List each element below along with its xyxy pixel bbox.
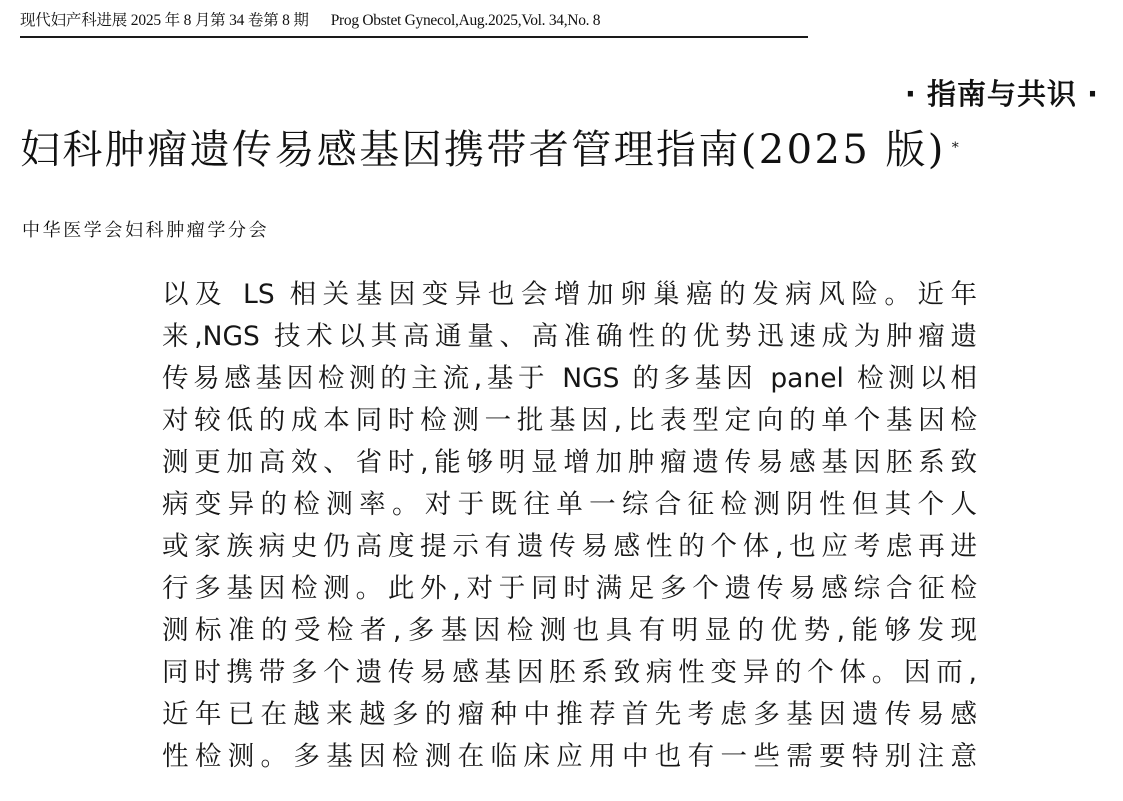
section-tag — [895, 74, 1109, 114]
bullet-dot-icon: · — [904, 77, 917, 111]
body-line: 同时携带多个遗传易感基因胚系致病性变异的个体。因而, — [162, 657, 977, 688]
body-line: 性检测。多基因检测在临床应用中也有一些需要特别注意 — [162, 741, 977, 772]
section-tag-label: 指南与共识 — [926, 77, 1077, 111]
body-line: 测标准的受检者,多基因检测也具有明显的优势,能够发现 — [162, 615, 977, 646]
body-line: 或家族病史仍高度提示有遗传易感性的个体,也应考虑再进 — [162, 531, 977, 562]
footnote-marker: * — [951, 140, 962, 156]
body-line: 来,NGS 技术以其高通量、高准确性的优势迅速成为肿瘤遗 — [162, 321, 977, 352]
body-line: 病变异的检测率。对于既往单一综合征检测阴性但其个人 — [162, 489, 977, 520]
body-line: 对较低的成本同时检测一批基因,比表型定向的单个基因检 — [162, 405, 977, 436]
body-line: 传易感基因检测的主流,基于 NGS 的多基因 panel 检测以相 — [162, 363, 977, 394]
journal-issue-chinese: 现代妇产科进展 2025 年 8 月第 34 卷第 8 期 — [20, 12, 309, 29]
article-author: 中华医学会妇科肿瘤学分会 — [22, 220, 270, 241]
bullet-dot-icon: · — [1086, 77, 1099, 111]
article-title-text: 妇科肿瘤遗传易感基因携带者管理指南(2025 版) — [20, 127, 946, 173]
running-header — [20, 10, 808, 38]
article-body — [162, 274, 977, 778]
body-line: 行多基因检测。此外,对于同时满足多个遗传易感综合征检 — [162, 573, 977, 604]
journal-issue-english: Prog Obstet Gynecol,Aug.2025,Vol. 34,No. 8 — [330, 12, 601, 29]
article-title — [20, 124, 961, 176]
body-line: 以及 LS 相关基因变异也会增加卵巢癌的发病风险。近年 — [162, 279, 977, 310]
body-line: 近年已在越来越多的瘤种中推荐首先考虑多基因遗传易感 — [162, 699, 977, 730]
body-line: 测更加高效、省时,能够明显增加肿瘤遗传易感基因胚系致 — [162, 447, 977, 478]
